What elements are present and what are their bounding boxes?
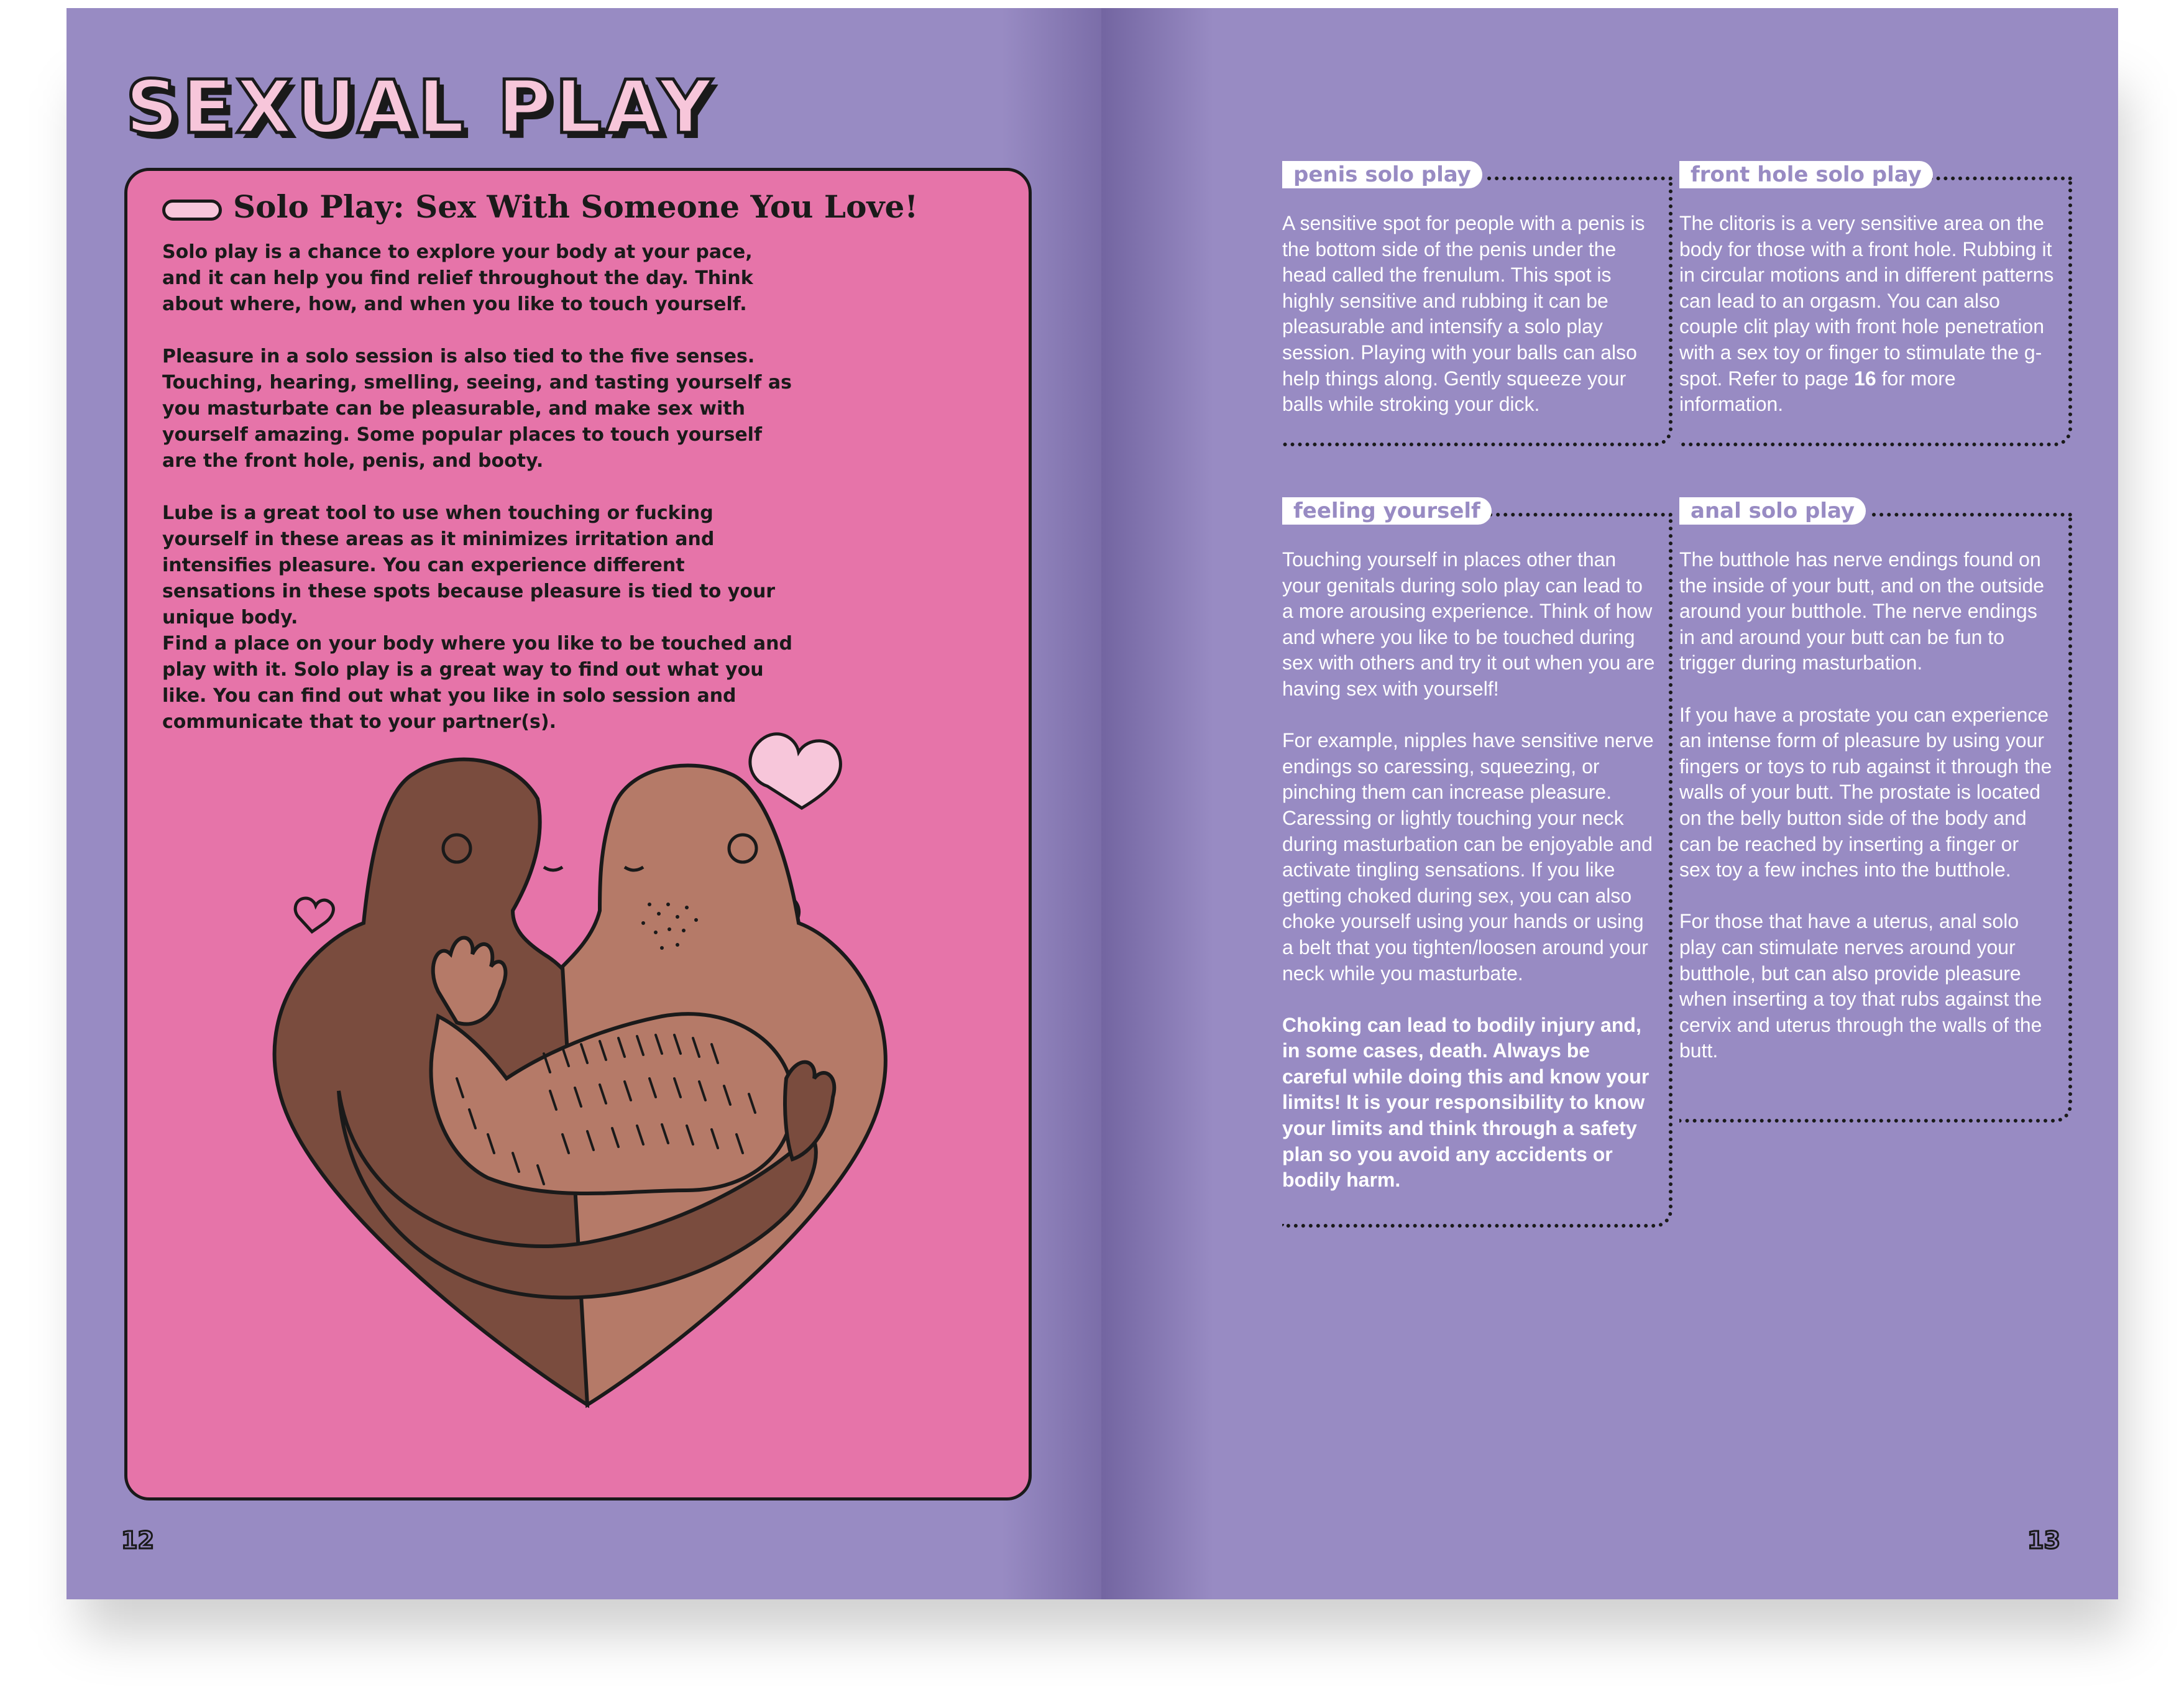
right-page — [1101, 8, 2118, 1599]
box-paragraph: For those that have a uterus, anal solo play can stimulate nerves around your butthole, but can also provide pleasure when inserting a toy that rubs against the cervix and uterus through the walls of the butt. — [1679, 910, 2042, 1062]
page-number-right: 13 — [2027, 1527, 2060, 1554]
box-paragraph: For example, nipples have sensitive nerve endings so caressing, squeezing, or pinching them can increase pleasure. Caressing or lightly touching your neck during masturbation can be enjoyable and activate tingling sensations. If you like getting choked during sex, you can also choke yourself using your hands or using a belt that you tighten/loosen around your neck while you masturbate. — [1282, 729, 1654, 985]
card-heading: Solo Play: Sex With Someone You Love! — [233, 188, 919, 225]
penis-solo-play-box — [1282, 162, 1672, 446]
card-paragraph: Solo play is a chance to explore your body at your pace, and it can help you find relief throughout the day. Think about where, how, and when you like to touch yourself. — [162, 241, 753, 315]
box-label: penis solo play — [1282, 161, 1482, 188]
card-body — [162, 239, 796, 735]
card-paragraph: Pleasure in a solo session is also tied to the five senses. Touching, hearing, smelling, seeing, and tasting yourself as you masturbate can be pleasurable, and make sex with yourself amazing. Some popular places to touch yourself are the front hole, penis, and booty. — [162, 346, 792, 472]
heart-icon — [295, 898, 333, 932]
box-label: feeling yourself — [1282, 497, 1492, 525]
card-paragraph: Lube is a great tool to use when touching or fucking yourself in these areas as it minimizes irritation and intensifies pleasure. You can experience different sensations in these spots because pleasure is tied to your unique body. — [162, 502, 776, 628]
anal-solo-play-box — [1679, 499, 2072, 1123]
box-text: for more information. — [1679, 367, 1956, 416]
page-reference: 16 — [1854, 367, 1876, 390]
box-body — [1679, 547, 2055, 1064]
box-text: The clitoris is a very sensitive area on the body for those with a front hole. Rubbing it in circular motions and in different patterns can lead to an orgasm. You can also couple clit play with front hole penetration with a sex toy or finger to stimulate the g-spot. Refer to page — [1679, 212, 2054, 390]
choking-warning: Choking can lead to bodily injury and, in some cases, death. Always be careful while doing this and know your limits! It is your responsibility to know your limits and think through a safety plan so you avoid any accidents or bodily harm. — [1282, 1013, 1649, 1192]
page-title: SEXUAL PLAY — [126, 64, 716, 150]
card-paragraph: Find a place on your body where you like to be touched and play with it. Solo play is a great way to find out what you like. You can find out what you like in solo session and communicate that to your partner(s). — [162, 633, 792, 733]
left-page — [67, 8, 1101, 1599]
page-number-left: 12 — [121, 1527, 154, 1554]
heart-icon — [750, 734, 841, 808]
box-paragraph: If you have a prostate you can experience an intense form of pleasure by using your fingers or toys to rub against it through the walls of your butt. The prostate is located on the belly button side of the body and can be reached by inserting a finger or sex toy a few inches into the butthole. — [1679, 703, 2052, 881]
box-body — [1679, 211, 2055, 418]
box-paragraph: Touching yourself in places other than your genitals during solo play can lead to a more arousing experience. Think of how and where you like to be touched during sex with others and try it out when you are having sex with yourself! — [1282, 548, 1655, 700]
heading-pill-icon — [162, 200, 222, 221]
embracing-couple-illustration — [252, 705, 948, 1451]
box-paragraph: The butthole has nerve endings found on the inside of your butt, and on the outside around your butthole. The nerve endings in and around your butt can be fun to trigger during masturbation. — [1679, 548, 2045, 674]
box-label: anal solo play — [1679, 497, 1866, 525]
box-label: front hole solo play — [1679, 161, 1933, 188]
box-paragraph: A sensitive spot for people with a penis is the bottom side of the penis under the head called the frenulum. This spot is highly sensitive and rubbing it can be pleasurable and intensify a solo play session. Playing with your balls can also help things along. Gently squeeze your balls while stroking your dick. — [1282, 212, 1645, 416]
feeling-yourself-box — [1282, 499, 1672, 1228]
front-hole-solo-play-box — [1679, 162, 2072, 446]
solo-play-card — [124, 168, 1032, 1500]
closed-eye-icon — [544, 867, 562, 870]
box-body — [1282, 547, 1655, 1193]
gutter-shade-right — [1101, 8, 1213, 1599]
box-body — [1282, 211, 1655, 418]
